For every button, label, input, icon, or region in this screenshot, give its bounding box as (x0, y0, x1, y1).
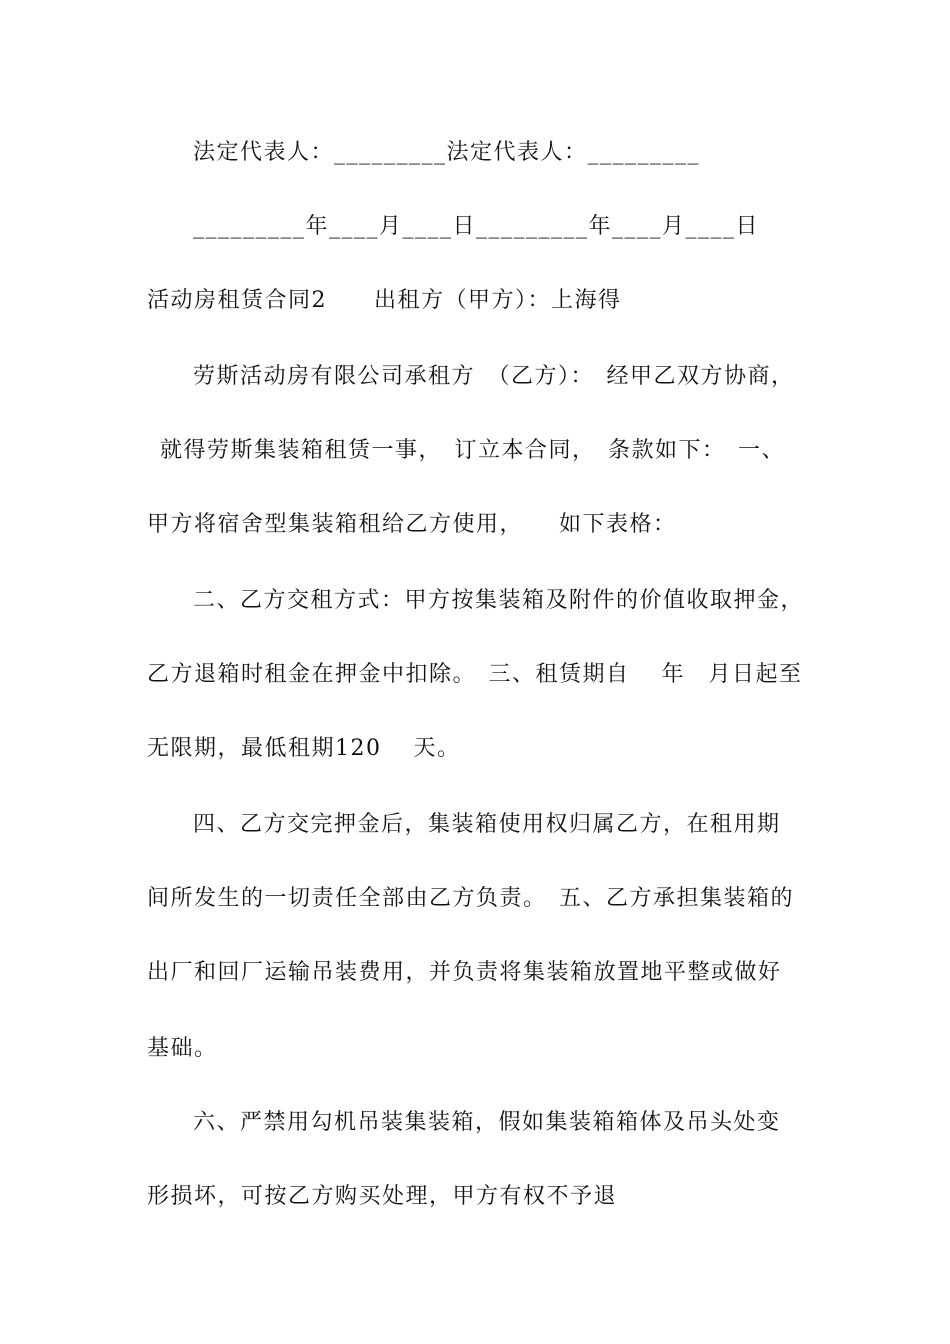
paragraph-line: 形损坏，可按乙方购买处理，甲方有权不予退 (147, 1184, 618, 1209)
signature-line: 法定代表人：_________法定代表人：_________ (193, 140, 701, 165)
paragraph-line: 乙方退箱时租金在押金中扣除。 三、租赁期自 年 月日起至 (147, 662, 803, 687)
paragraph-line: 甲方将宿舍型集装箱租给乙方使用， 如下表格： (147, 512, 677, 537)
paragraph-line: 四、乙方交完押金后，集装箱使用权归属乙方，在租用期 (193, 812, 781, 837)
paragraph-line: 六、严禁用勾机吊装集装箱，假如集装箱箱体及吊头处变 (193, 1110, 781, 1135)
paragraph-line: 就得劳斯集装箱租赁一事， 订立本合同， 条款如下： 一、 (160, 438, 786, 463)
paragraph-line: 出厂和回厂运输吊装费用，并负责将集装箱放置地平整或做好 (147, 960, 782, 985)
paragraph-line: 劳斯活动房有限公司承租方 （乙方）： 经甲乙双方协商， (193, 364, 795, 389)
paragraph-line: 基础。 (147, 1036, 218, 1061)
paragraph-line: 间所发生的一切责任全部由乙方负责。 五、乙方承担集装箱的 (147, 886, 795, 911)
date-line: _________年____月____日_________年____月____日 (193, 214, 760, 239)
contract-title-line: 活动房租赁合同2 出租方（甲方）：上海得 (147, 288, 622, 313)
paragraph-line: 二、乙方交租方式：甲方按集装箱及附件的价值收取押金， (193, 588, 805, 613)
paragraph-line: 无限期，最低租期120 天。 (147, 736, 461, 761)
